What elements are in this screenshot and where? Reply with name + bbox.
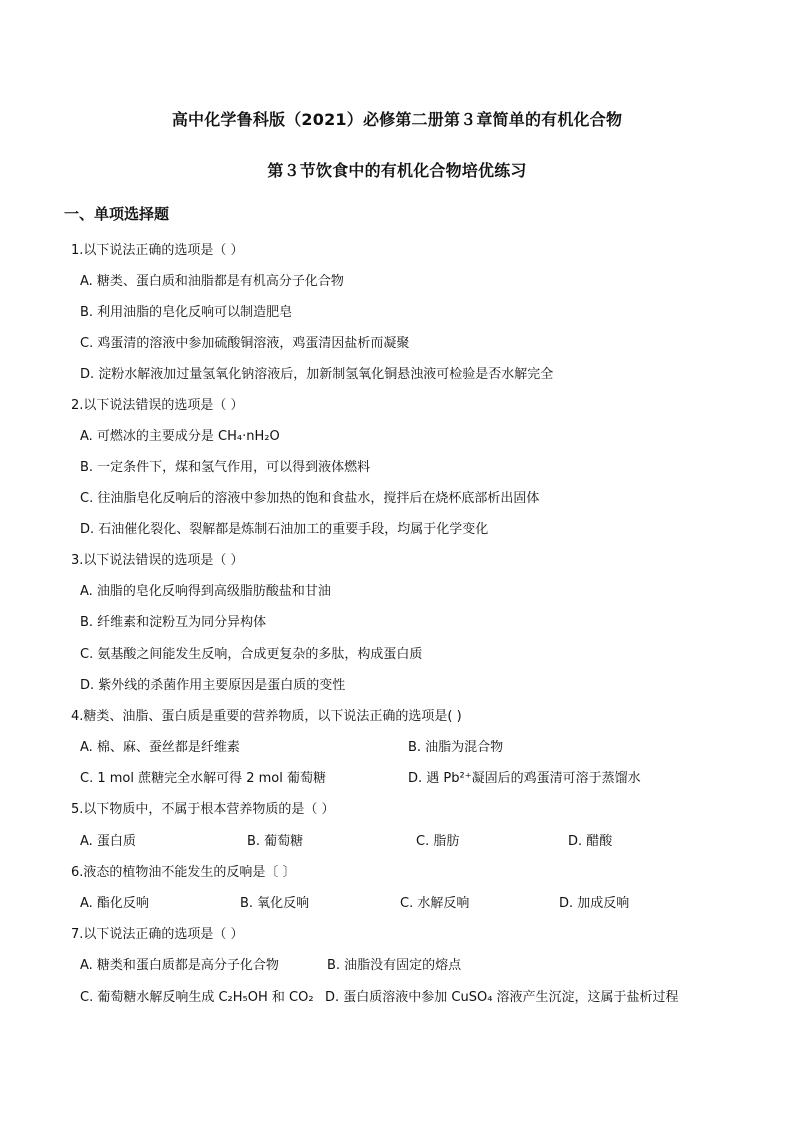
question-3-option-d: D. 紫外线的杀菌作用主要原因是蛋白质的变性	[80, 678, 346, 693]
question-2-option-a: A. 可燃冰的主要成分是 CH₄·nH₂O	[80, 429, 280, 444]
question-1-stem: 1.以下说法正确的选项是（ ）	[71, 243, 244, 258]
question-3-option-c: C. 氨基酸之间能发生反响，合成更复杂的多肽，构成蛋白质	[80, 647, 423, 662]
question-1-option-a: A. 糖类、蛋白质和油脂都是有机高分子化合物	[80, 274, 344, 289]
question-5-stem: 5.以下物质中，不属于根本营养物质的是（ ）	[71, 802, 335, 817]
question-2-option-b: B. 一定条件下，煤和氢气作用，可以得到液体燃料	[80, 460, 371, 475]
section-heading: 一、单项选择题	[64, 205, 170, 223]
question-3-option-a: A. 油脂的皂化反响得到高级脂肪酸盐和甘油	[80, 584, 331, 599]
question-7-option-d: D. 蛋白质溶液中参加 CuSO₄ 溶液产生沉淀，这属于盐析过程	[325, 990, 679, 1005]
question-6-option-b: B. 氧化反响	[240, 896, 310, 911]
document-title: 高中化学鲁科版（2021）必修第二册第３章简单的有机化合物	[171, 110, 623, 129]
question-7-stem: 7.以下说法正确的选项是（ ）	[71, 927, 244, 942]
question-1-option-c: C. 鸡蛋清的溶液中参加硫酸铜溶液，鸡蛋清因盐析而凝聚	[80, 336, 410, 351]
question-5-option-b: B. 葡萄糖	[247, 834, 304, 849]
question-7-option-b: B. 油脂没有固定的熔点	[327, 958, 462, 973]
question-4-stem: 4.糖类、油脂、蛋白质是重要的营养物质，以下说法正确的选项是( )	[71, 709, 462, 724]
question-3-option-b: B. 纤维素和淀粉互为同分异构体	[80, 615, 267, 630]
question-5-option-a: A. 蛋白质	[80, 834, 136, 849]
question-3-stem: 3.以下说法错误的选项是（ ）	[71, 553, 244, 568]
document-subtitle: 第３节饮食中的有机化合物培优练习	[267, 161, 527, 180]
question-5-option-d: D. 醋酸	[568, 834, 613, 849]
question-6-option-d: D. 加成反响	[559, 896, 630, 911]
question-6-stem: 6.液态的植物油不能发生的反响是〔 〕	[71, 865, 296, 880]
question-6-option-c: C. 水解反响	[400, 896, 470, 911]
question-7-option-a: A. 糖类和蛋白质都是高分子化合物	[80, 958, 279, 973]
question-6-option-a: A. 酯化反响	[80, 896, 149, 911]
question-2-option-d: D. 石油催化裂化、裂解都是炼制石油加工的重要手段，均属于化学变化	[80, 522, 489, 537]
question-2-stem: 2.以下说法错误的选项是（ ）	[71, 398, 244, 413]
question-2-option-c: C. 往油脂皂化反响后的溶液中参加热的饱和食盐水，搅拌后在烧杯底部析出固体	[80, 491, 540, 506]
question-4-option-d: D. 遇 Pb²⁺凝固后的鸡蛋清可溶于蒸馏水	[408, 771, 641, 786]
question-5-option-c: C. 脂肪	[416, 834, 460, 849]
question-4-option-b: B. 油脂为混合物	[408, 740, 504, 755]
question-4-option-c: C. 1 mol 蔗糖完全水解可得 2 mol 葡萄糖	[80, 771, 327, 786]
question-4-option-a: A. 棉、麻、蚕丝都是纤维素	[80, 740, 240, 755]
question-7-option-c: C. 葡萄糖水解反响生成 C₂H₅OH 和 CO₂	[80, 990, 314, 1005]
question-1-option-d: D. 淀粉水解液加过量氢氧化钠溶液后，加新制氢氧化铜悬浊液可检验是否水解完全	[80, 367, 554, 382]
question-1-option-b: B. 利用油脂的皂化反响可以制造肥皂	[80, 305, 293, 320]
